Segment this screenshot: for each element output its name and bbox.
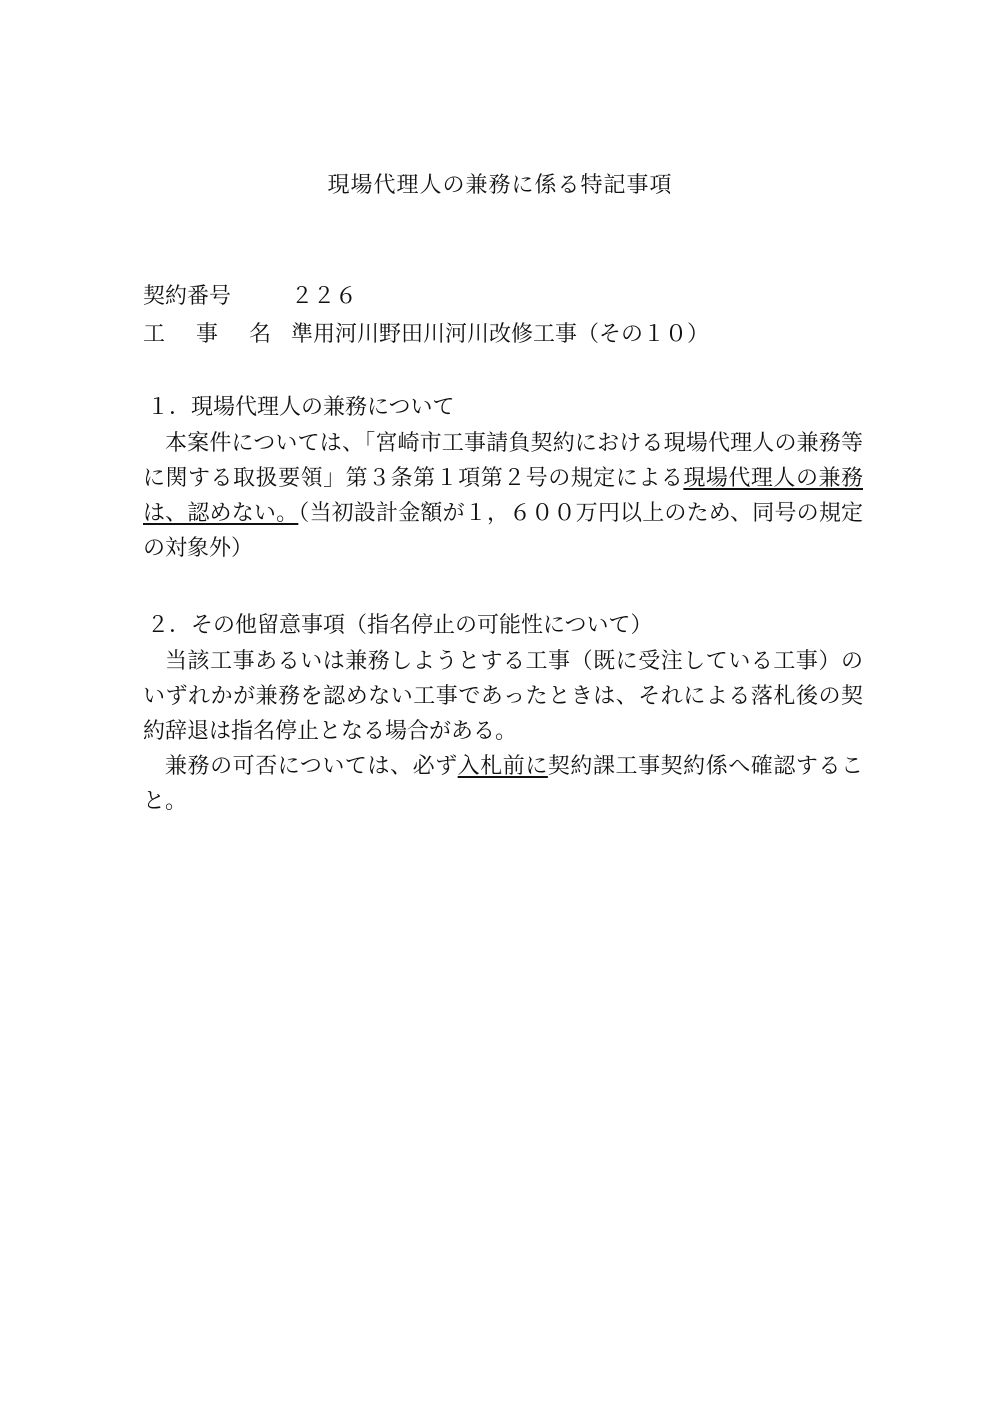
section-1-heading: １．現場代理人の兼務について <box>147 395 455 420</box>
project-name-row <box>143 316 709 354</box>
section-1-text-end: （当初設計金額が１，６００万円以上のため、同号の規定の対象外） <box>143 501 863 561</box>
section-2-heading: ２．その他留意事項（指名停止の可能性について） <box>147 613 653 638</box>
contract-number-label: 契約番号 <box>143 284 232 309</box>
section-1-text-start: 本案件については、「宮崎市工事請負契約における現場代理人の兼務等に関する取扱要領」第３条第１項第２号の規定による <box>143 431 863 491</box>
section-2 <box>143 608 863 819</box>
contract-number-row <box>143 278 709 316</box>
document-title: 現場代理人の兼務に係る特記事項 <box>327 173 673 198</box>
section-2-text-end: 契約課工事契約係へ確認すること。 <box>143 754 863 814</box>
section-1 <box>143 390 863 566</box>
section-2-underlined-text: 入札前に <box>457 754 548 779</box>
section-1-paragraph <box>143 426 863 566</box>
section-2-paragraph-1: 当該工事あるいは兼務しようとする工事（既に受注している工事）のいずれかが兼務を認めない工事であったときは、それによる落札後の契約辞退は指名停止となる場合がある。 <box>143 649 863 744</box>
section-2-paragraph-2 <box>143 749 863 819</box>
project-name-value: 準用河川野田川河川改修工事（その１０） <box>291 322 710 347</box>
project-name-label: 工 事 名 <box>143 322 283 347</box>
contract-info <box>143 278 709 354</box>
section-2-text-start: 兼務の可否については、必ず <box>165 754 458 779</box>
section-1-underlined-text: 現場代理人の兼務は、認めない。 <box>143 466 863 526</box>
contract-number-value: ２２６ <box>291 284 358 309</box>
